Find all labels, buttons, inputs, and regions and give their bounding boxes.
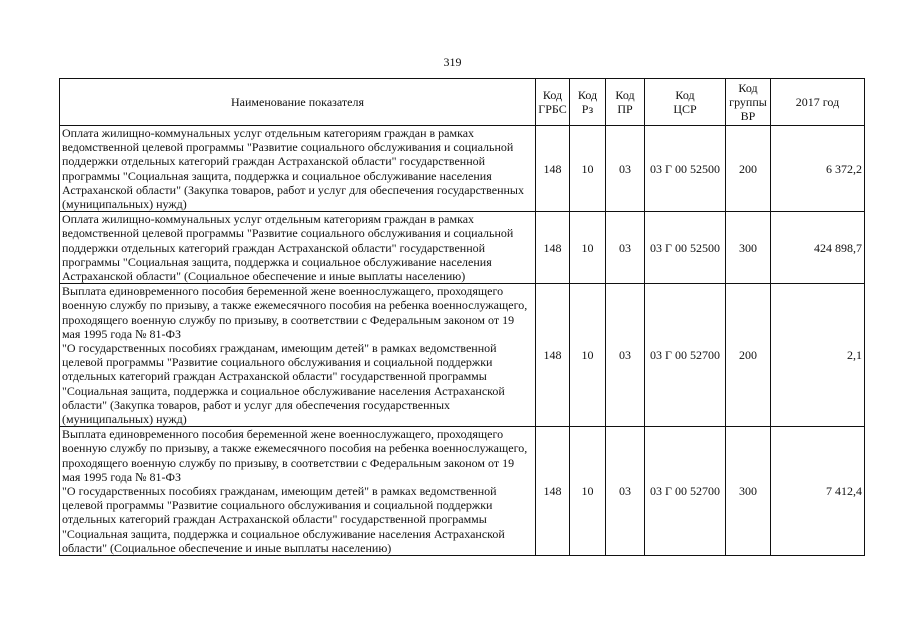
table-row [60, 126, 865, 212]
row-csr: 03 Г 00 52500 [645, 212, 726, 284]
row-name: Оплата жилищно-коммунальных услуг отдельным категориям граждан в рамках ведомственной целевой программы "Развитие социального обслуживания и социальной поддержки отдельных категорий граждан Астраханской области" государственной программы "Социальная защита, поддержка и социальное обслуживание населения Астраханской области" (Закупка товаров, работ и услуг для обеспечения государственных (муниципальных) нужд) [60, 126, 536, 212]
header-rz [570, 79, 606, 126]
header-csr [645, 79, 726, 126]
header-pr-label: Код ПР [615, 87, 635, 116]
page-number: 319 [443, 55, 462, 69]
row-grbs: 148 [536, 126, 570, 212]
row-amount: 2,1 [771, 284, 865, 427]
header-grbs [536, 79, 570, 126]
row-amount: 6 372,2 [771, 126, 865, 212]
header-rz-label: Код Рз [577, 87, 598, 116]
row-grbs: 148 [536, 212, 570, 284]
row-name: Выплата единовременного пособия беременной жене военнослужащего, проходящего военную службу по призыву, а также ежемесячного пособия на ребенка военнослужащего, проходящего военную службу по призыву, в соответствии с Федеральным законом от 19 мая 1995 года № 81-ФЗ "О государственных пособиях гражданам, имеющим детей" в рамках ведомственной целевой программы "Развитие социального обслуживания и социальной поддержки отдельных категорий граждан Астраханской области" государственной программы "Социальная защита, поддержка и социальное обслуживание населения Астраханской области" (Закупка товаров, работ и услуг для обеспечения государственных (муниципальных) нужд) [60, 284, 536, 427]
row-amount: 7 412,4 [771, 427, 865, 556]
row-rz: 10 [570, 212, 606, 284]
row-pr: 03 [606, 212, 645, 284]
budget-table [59, 78, 865, 556]
header-row [60, 79, 865, 126]
row-amount: 424 898,7 [771, 212, 865, 284]
header-name-label: Наименование показателя [231, 94, 364, 109]
table-row [60, 284, 865, 427]
row-csr: 03 Г 00 52500 [645, 126, 726, 212]
row-rz: 10 [570, 126, 606, 212]
row-csr: 03 Г 00 52700 [645, 427, 726, 556]
row-name: Оплата жилищно-коммунальных услуг отдельным категориям граждан в рамках ведомственной целевой программы "Развитие социального обслуживания и социальной поддержки отдельных категорий граждан Астраханской области" государственной программы "Социальная защита, поддержка и социальное обслуживание населения Астраханской области" (Социальное обеспечение и иные выплаты населению) [60, 212, 536, 284]
header-name [60, 79, 536, 126]
row-pr: 03 [606, 284, 645, 427]
row-rz: 10 [570, 284, 606, 427]
row-vr: 200 [726, 126, 771, 212]
header-grbs-label: Код ГРБС [538, 87, 567, 116]
header-year [771, 79, 865, 126]
header-vr [726, 79, 771, 126]
row-vr: 300 [726, 212, 771, 284]
row-name: Выплата единовременного пособия беременной жене военнослужащего, проходящего военную службу по призыву, а также ежемесячного пособия на ребенка военнослужащего, проходящего военную службу по призыву, в соответствии с Федеральным законом от 19 мая 1995 года № 81-ФЗ "О государственных пособиях гражданам, имеющим детей" в рамках ведомственной целевой программы "Развитие социального обслуживания и социальной поддержки отдельных категорий граждан Астраханской области" государственной программы "Социальная защита, поддержка и социальное обслуживание населения Астраханской области" (Социальное обеспечение и иные выплаты населению) [60, 427, 536, 556]
header-csr-label: Код ЦСР [673, 87, 697, 116]
row-vr: 200 [726, 284, 771, 427]
row-vr: 300 [726, 427, 771, 556]
row-grbs: 148 [536, 427, 570, 556]
row-csr: 03 Г 00 52700 [645, 284, 726, 427]
table-row [60, 212, 865, 284]
row-grbs: 148 [536, 284, 570, 427]
header-pr [606, 79, 645, 126]
row-pr: 03 [606, 126, 645, 212]
header-year-label: 2017 год [795, 94, 840, 109]
table-row [60, 427, 865, 556]
header-vr-label: Код группы ВР [729, 80, 767, 124]
row-pr: 03 [606, 427, 645, 556]
row-rz: 10 [570, 427, 606, 556]
